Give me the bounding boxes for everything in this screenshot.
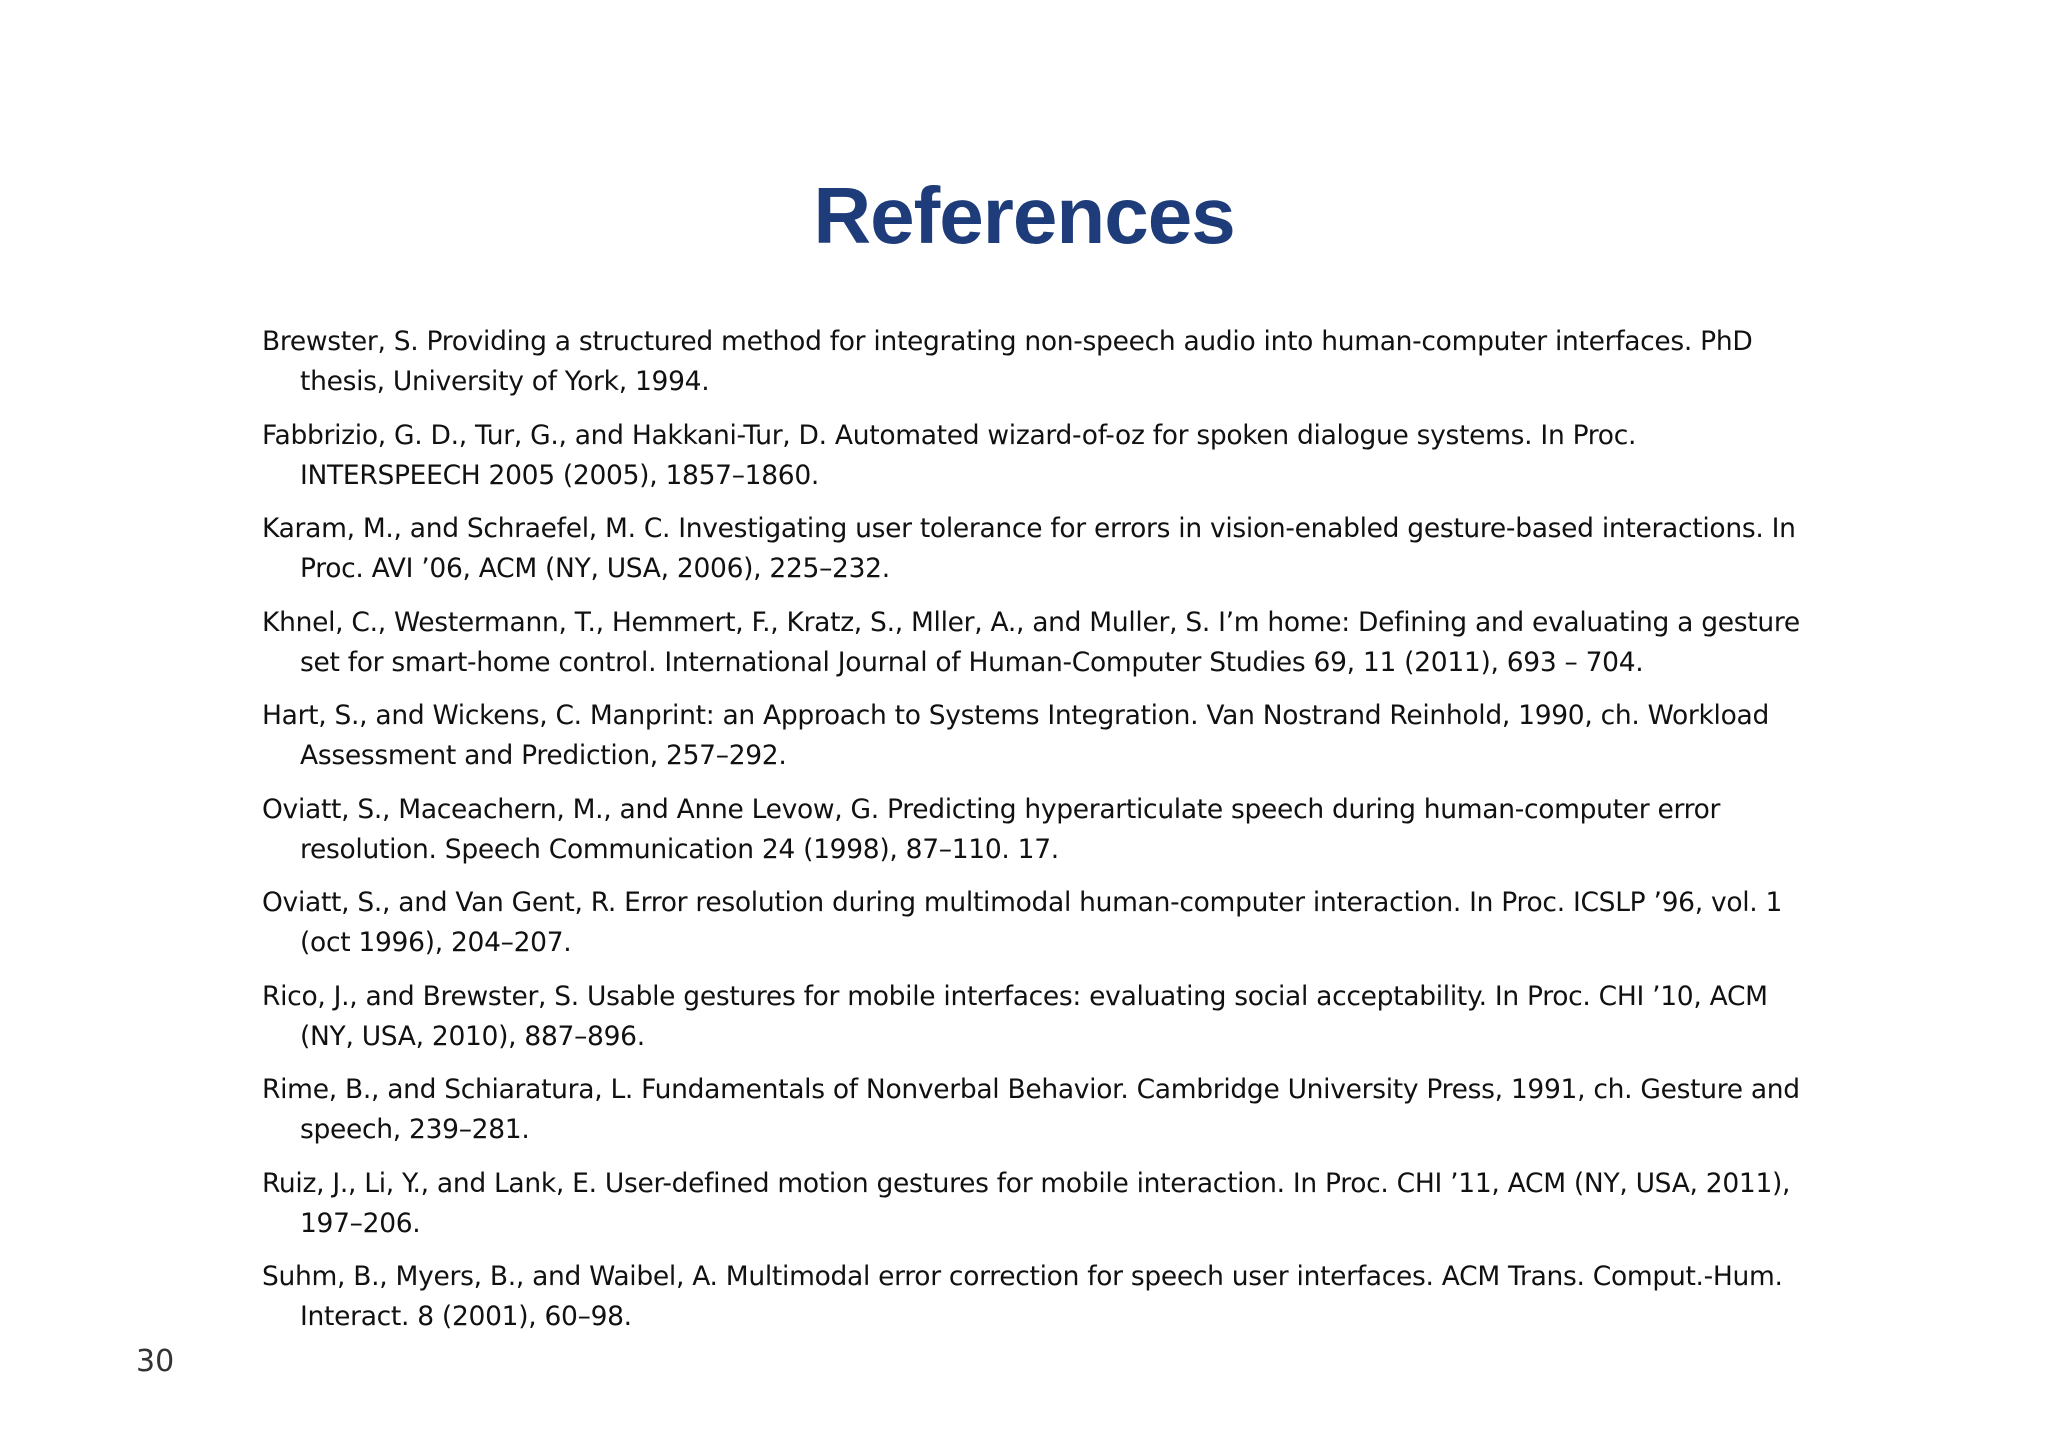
page-number: 30	[136, 1344, 175, 1379]
reference-item: Rico, J., and Brewster, S. Usable gestures for mobile interfaces: evaluating social acceptability. In Proc. CHI ’10, ACM (NY, USA, 2010), 887–896.	[262, 980, 1768, 1052]
reference-item: Hart, S., and Wickens, C. Manprint: an Approach to Systems Integration. Van Nostrand Reinhold, 1990, ch. Workload Assessment and Prediction, 257–292.	[262, 700, 1769, 771]
reference-item: Oviatt, S., and Van Gent, R. Error resolution during multimodal human-computer interaction. In Proc. ICSLP ’96, vol. 1 (oct 1996), 204–207.	[262, 887, 1783, 958]
reference-item: Ruiz, J., Li, Y., and Lank, E. User-defined motion gestures for mobile interaction. In Proc. CHI ’11, ACM (NY, USA, 2011), 197–206.	[262, 1167, 1791, 1239]
slide-title: References	[813, 171, 1235, 260]
reference-item: Rime, B., and Schiaratura, L. Fundamentals of Nonverbal Behavior. Cambridge University Press, 1991, ch. Gesture and speech, 239–281.	[262, 1074, 1800, 1145]
reference-item: Brewster, S. Providing a structured method for integrating non-speech audio into human-computer interfaces. PhD thesis, University of York, 1994.	[262, 326, 1753, 397]
reference-item: Suhm, B., Myers, B., and Waibel, A. Multimodal error correction for speech user interfaces. ACM Trans. Comput.-Hum. Interact. 8 (2001), 60–98.	[262, 1261, 1783, 1332]
reference-item: Fabbrizio, G. D., Tur, G., and Hakkani-Tur, D. Automated wizard-of-oz for spoken dialogue systems. In Proc. INTERSPEECH 2005 (2005), 1857–1860.	[262, 419, 1637, 491]
reference-list	[262, 322, 1822, 1351]
reference-item: Karam, M., and Schraefel, M. C. Investigating user tolerance for errors in vision-enabled gesture-based interactions. In Proc. AVI ’06, ACM (NY, USA, 2006), 225–232.	[262, 513, 1796, 584]
reference-item: Khnel, C., Westermann, T., Hemmert, F., Kratz, S., Mller, A., and Muller, S. I’m home: Defining and evaluating a gesture set for smart-home control. International Journal of Human-Computer Studies 69, 11 (2011), 693 – 704.	[262, 606, 1800, 678]
reference-item: Oviatt, S., Maceachern, M., and Anne Levow, G. Predicting hyperarticulate speech during human-computer error resolution. Speech Communication 24 (1998), 87–110. 17.	[262, 793, 1721, 865]
